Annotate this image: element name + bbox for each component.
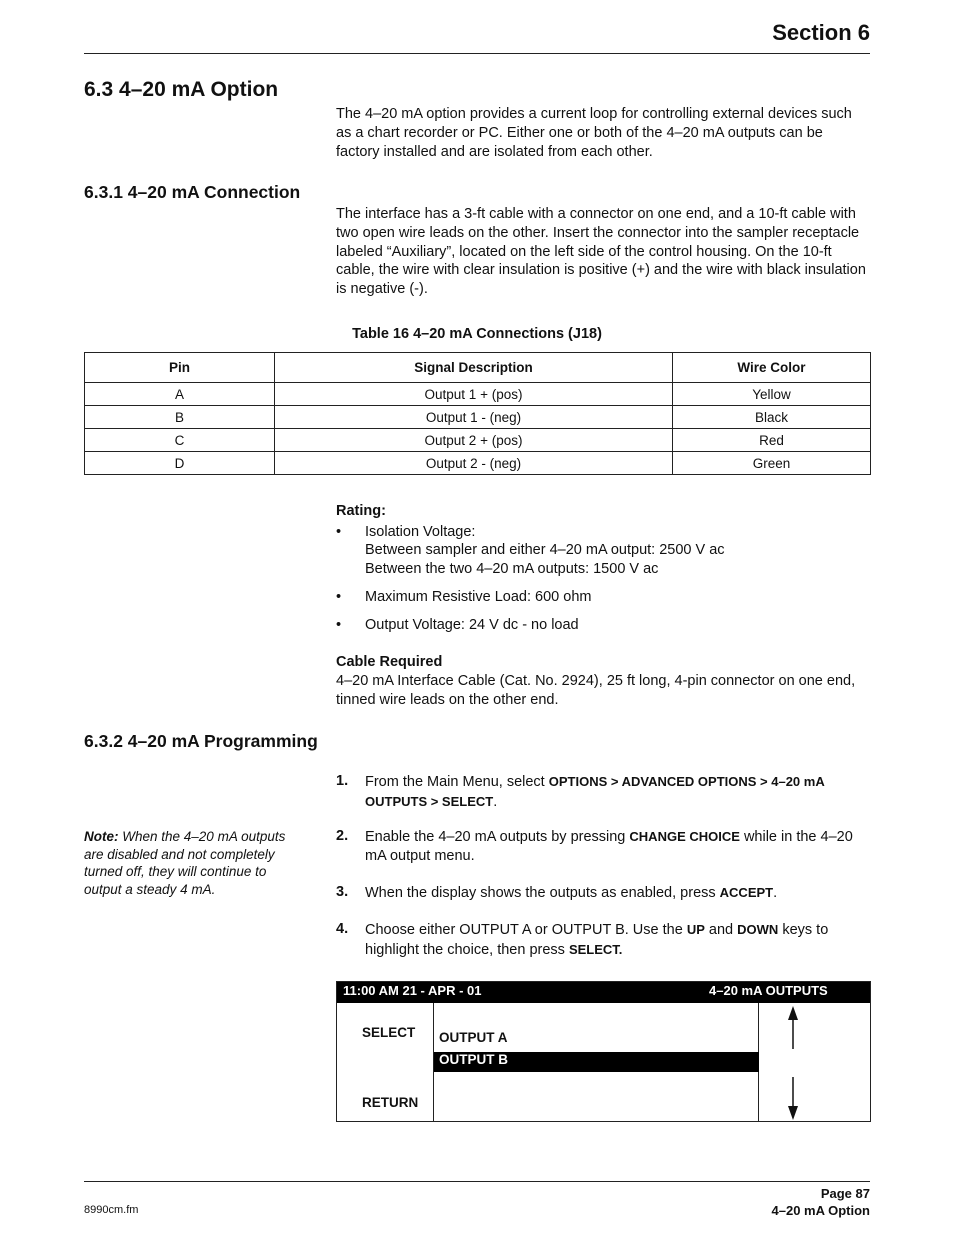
section-6-3-2-title: 6.3.2 4–20 mA Programming	[84, 731, 318, 751]
section-6-3-1-body	[336, 205, 870, 299]
down-arrow-icon[interactable]	[788, 1077, 798, 1120]
header-rule	[84, 53, 870, 54]
cell-signal: Output 2 - (neg)	[275, 452, 673, 475]
cell-signal: Output 1 - (neg)	[275, 406, 673, 429]
footer-page-info	[772, 1185, 870, 1219]
table-caption: Table 16 4–20 mA Connections (J18)	[352, 326, 602, 342]
cell-color: Red	[673, 429, 871, 452]
menu-option-a[interactable]: OUTPUT A	[439, 1030, 508, 1045]
bullet: •	[336, 524, 342, 540]
cell-pin: B	[85, 406, 275, 429]
step-text-part: while in the 4–20 mA output menu.	[365, 829, 853, 864]
load-text: Maximum Resistive Load: 600 ohm	[365, 589, 592, 605]
key-label: DOWN	[737, 922, 779, 937]
step-text-part: keys to highlight the choice, then press	[365, 922, 829, 958]
step-number: 4.	[336, 921, 349, 937]
menu-option-b-highlight[interactable]	[434, 1052, 759, 1072]
display-title-bar	[337, 982, 870, 1003]
step-text	[365, 920, 870, 960]
step-text	[365, 827, 870, 866]
step-text-part: and	[704, 922, 738, 938]
section-6-3-1-title: 6.3.1 4–20 mA Connection	[84, 182, 301, 202]
key-label: CHANGE CHOICE	[629, 829, 740, 844]
footer-file: 8990cm.fm	[84, 1204, 139, 1216]
footer-topic: 4–20 mA Option	[771, 1203, 870, 1218]
cable-title: Cable Required	[336, 654, 443, 670]
step-text-part: .	[493, 794, 498, 810]
step-number: 2.	[336, 828, 349, 844]
step-text-part: Choose either OUTPUT A or OUTPUT B. Use the	[365, 922, 687, 938]
intro-text: The 4–20 mA option provides a current loop for controlling external devices such as a chart recorder or PC. Either one or both of the 4–20 mA outputs can be factory installed and are isolated from each other.	[336, 106, 852, 160]
rating-title: Rating:	[336, 503, 386, 519]
step-text	[365, 883, 870, 903]
cell-pin: D	[85, 452, 275, 475]
section-6-3-intro	[336, 105, 870, 161]
display-datetime: 11:00 AM 21 - APR - 01	[343, 983, 482, 998]
connection-text: The interface has a 3-ft cable with a connector on one end, and a 10-ft cable with two open wire leads on the other. Insert the connector into the sampler receptacle labeled “Auxiliary”, located on the left side of the control housing. On the 10-ft cable, the wire with clear insulation is positive (+) and the wire with black insulation is negative (-).	[336, 206, 866, 298]
table-row	[85, 452, 871, 475]
step-text	[365, 772, 870, 812]
cell-pin: C	[85, 429, 275, 452]
isolation-line2: Between the two 4–20 mA outputs: 1500 V ac	[365, 561, 659, 577]
cell-pin: A	[85, 383, 275, 406]
footer-rule	[84, 1181, 870, 1182]
display-screen	[336, 981, 871, 1122]
isolation-label: Isolation Voltage:	[365, 524, 476, 540]
isolation-line1: Between sampler and either 4–20 mA output: 2500 V ac	[365, 542, 725, 558]
scroll-arrows	[783, 1004, 803, 1122]
cell-color: Black	[673, 406, 871, 429]
step-number: 1.	[336, 773, 349, 789]
bullet: •	[336, 589, 342, 605]
step-text-part: When the display shows the outputs as enabled, press	[365, 885, 720, 901]
softkey-return[interactable]: RETURN	[362, 1095, 419, 1110]
step-number: 3.	[336, 884, 349, 900]
key-label: OPTIONS > ADVANCED OPTIONS > 4–20 mA OUTPUTS > SELECT	[365, 774, 825, 809]
note-text: When the 4–20 mA outputs are disabled and not completely turned off, they will continue to output a steady 4 mA.	[84, 829, 286, 897]
cell-color: Yellow	[673, 383, 871, 406]
up-arrow-icon[interactable]	[788, 1006, 798, 1049]
key-label: UP	[686, 922, 705, 937]
step-text-part: From the Main Menu, select	[365, 774, 549, 790]
voltage-text: Output Voltage: 24 V dc - no load	[365, 617, 579, 633]
table-header-row	[85, 353, 871, 383]
step-text-part: Enable the 4–20 mA outputs by pressing	[365, 829, 630, 845]
step-text-part: .	[773, 885, 778, 901]
bullet: •	[336, 617, 342, 633]
table-row	[85, 429, 871, 452]
softkey-select[interactable]: SELECT	[362, 1025, 416, 1040]
cell-signal: Output 1 + (pos)	[275, 383, 673, 406]
display-menu-title: 4–20 mA OUTPUTS	[709, 983, 828, 998]
cell-signal: Output 2 + (pos)	[275, 429, 673, 452]
section-header: Section 6	[772, 20, 870, 45]
note-label: Note:	[84, 829, 119, 844]
page-number: Page 87	[820, 1186, 870, 1201]
note	[84, 828, 302, 898]
connections-table	[84, 352, 871, 475]
key-label: ACCEPT	[719, 885, 774, 900]
header-pin: Pin	[85, 353, 275, 383]
header-wire-color: Wire Color	[673, 353, 871, 383]
section-6-3-title: 6.3 4–20 mA Option	[84, 78, 279, 101]
cable-body	[336, 672, 870, 710]
cable-text: 4–20 mA Interface Cable (Cat. No. 2924), 25 ft long, 4-pin connector on one end, tinned wire leads on the other end.	[336, 673, 856, 708]
table-row	[85, 383, 871, 406]
key-label: SELECT.	[568, 942, 623, 957]
table-row	[85, 406, 871, 429]
menu-option-b: OUTPUT B	[439, 1052, 508, 1067]
cell-color: Green	[673, 452, 871, 475]
header-signal: Signal Description	[275, 353, 673, 383]
